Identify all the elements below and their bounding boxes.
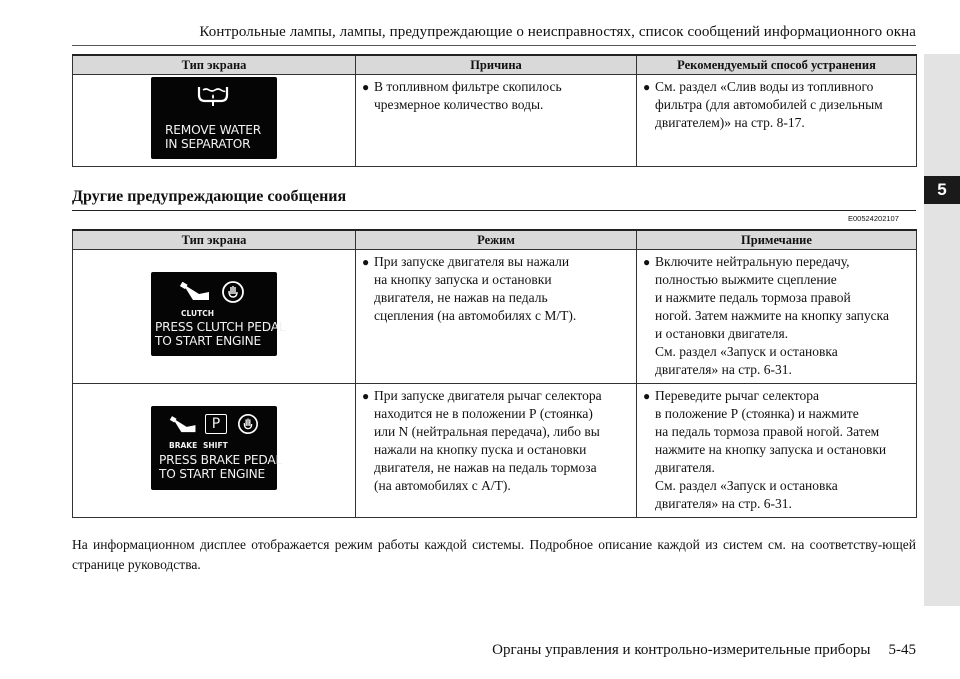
note-line: ногой. Затем нажмите на кнопку запуска	[655, 308, 889, 323]
note-line: Переведите рычаг селектора	[655, 388, 819, 403]
note-line: нажмите на кнопку запуска и остановки	[655, 442, 887, 457]
screen-cell	[73, 384, 356, 518]
note-line: Включите нейтральную передачу,	[655, 254, 850, 269]
note-line: См. раздел «Запуск и остановка	[655, 344, 838, 359]
mode-line: При запуске двигателя рычаг селектора	[374, 388, 602, 403]
screen-line-1: PRESS BRAKE PEDAL	[159, 453, 283, 467]
mode-line: При запуске двигателя вы нажали	[374, 254, 570, 269]
screen-line-2: IN SEPARATOR	[165, 137, 251, 151]
note-line: в положение Р (стоянка) и нажмите	[655, 406, 859, 421]
display-press-brake	[151, 406, 283, 490]
note-cell	[637, 250, 917, 384]
bullet-icon: ●	[643, 80, 651, 94]
remedy-line: фильтра (для автомобилей с дизельным	[655, 97, 883, 112]
start-button-icon	[221, 280, 245, 304]
foot-on-pedal-icon	[169, 416, 199, 436]
mode-line: или N (нейтральная передача), либо вы	[374, 424, 600, 439]
screen-line-1: PRESS CLUTCH PEDAL	[155, 320, 286, 334]
cause-line: чрезмерное количество воды.	[374, 97, 544, 112]
bullet-icon: ●	[643, 389, 651, 403]
brake-label: BRAKE	[169, 441, 198, 450]
page-number: 5-45	[888, 642, 916, 658]
table-row	[73, 384, 917, 518]
chapter-tab: 5	[924, 176, 960, 204]
remedy-cell	[637, 75, 917, 167]
bullet-icon: ●	[362, 389, 370, 403]
col-header-mode: Режим	[356, 230, 637, 250]
side-strip	[924, 54, 960, 606]
table-other-warnings	[72, 229, 917, 518]
park-box-icon: P	[205, 414, 227, 434]
screen-line-1: REMOVE WATER	[165, 123, 261, 137]
mode-line: двигателя, не нажав на педаль	[374, 290, 548, 305]
note-line: и нажмите педаль тормоза правой	[655, 290, 851, 305]
col-header-cause: Причина	[356, 55, 637, 75]
remedy-line: См. раздел «Слив воды из топливного	[655, 79, 874, 94]
mode-line: двигателя, не нажав на педаль тормоза	[374, 460, 597, 475]
section-title: Другие предупреждающие сообщения	[72, 188, 347, 205]
display-remove-water	[151, 77, 277, 159]
remedy-line: двигателем)» на стр. 8-17.	[655, 115, 805, 130]
mode-line: нажали на кнопку пуска и остановки	[374, 442, 587, 457]
footnote-text: На информационном дисплее отображается режим работы каждой системы. Подробное описание каждой из систем см. на соответству-ющей странице руководства.	[72, 537, 916, 572]
section-code: E00524202107	[848, 214, 899, 223]
mode-cell	[356, 250, 637, 384]
note-line: полностью выжмите сцепление	[655, 272, 837, 287]
bullet-icon: ●	[362, 255, 370, 269]
page-header: Контрольные лампы, лампы, предупреждающие о неисправностях, список сообщений информационного окна	[199, 24, 916, 40]
cause-line: В топливном фильтре скопилось	[374, 79, 562, 94]
bullet-icon: ●	[643, 255, 651, 269]
water-in-fuel-icon	[195, 83, 231, 109]
screen-cell	[73, 75, 356, 167]
note-line: См. раздел «Запуск и остановка	[655, 478, 838, 493]
mode-line: на кнопку запуска и остановки	[374, 272, 552, 287]
table-fuel-filter	[72, 54, 917, 167]
table-row	[73, 250, 917, 384]
shift-label: SHIFT	[203, 441, 228, 450]
note-line: и остановки двигателя.	[655, 326, 789, 341]
mode-line: сцепления (на автомобилях с М/Т).	[374, 308, 577, 323]
col-header-screen: Тип экрана	[73, 230, 356, 250]
start-button-icon	[237, 413, 259, 435]
mode-line: находится не в положении Р (стоянка)	[374, 406, 593, 421]
note-line: двигателя» на стр. 6-31.	[655, 362, 792, 377]
foot-on-pedal-icon	[179, 282, 213, 304]
table-row	[73, 75, 917, 167]
col-header-screen: Тип экрана	[73, 55, 356, 75]
mode-cell	[356, 384, 637, 518]
page-footer	[492, 642, 916, 659]
screen-line-2: TO START ENGINE	[155, 334, 262, 348]
note-line: на педаль тормоза правой ногой. Затем	[655, 424, 880, 439]
note-line: двигателя» на стр. 6-31.	[655, 496, 792, 511]
clutch-label: CLUTCH	[181, 309, 215, 318]
display-press-clutch	[151, 272, 286, 356]
bullet-icon: ●	[362, 80, 370, 94]
footer-section-title: Органы управления и контрольно-измерительные приборы	[492, 642, 871, 658]
col-header-note: Примечание	[637, 230, 917, 250]
cause-cell	[356, 75, 637, 167]
col-header-remedy: Рекомендуемый способ устранения	[637, 55, 917, 75]
note-cell	[637, 384, 917, 518]
screen-cell	[73, 250, 356, 384]
section-rule	[72, 210, 916, 211]
mode-line: (на автомобилях с A/T).	[374, 478, 511, 493]
note-line: двигателя.	[655, 460, 715, 475]
header-rule	[72, 45, 916, 46]
screen-line-2: TO START ENGINE	[159, 467, 266, 481]
